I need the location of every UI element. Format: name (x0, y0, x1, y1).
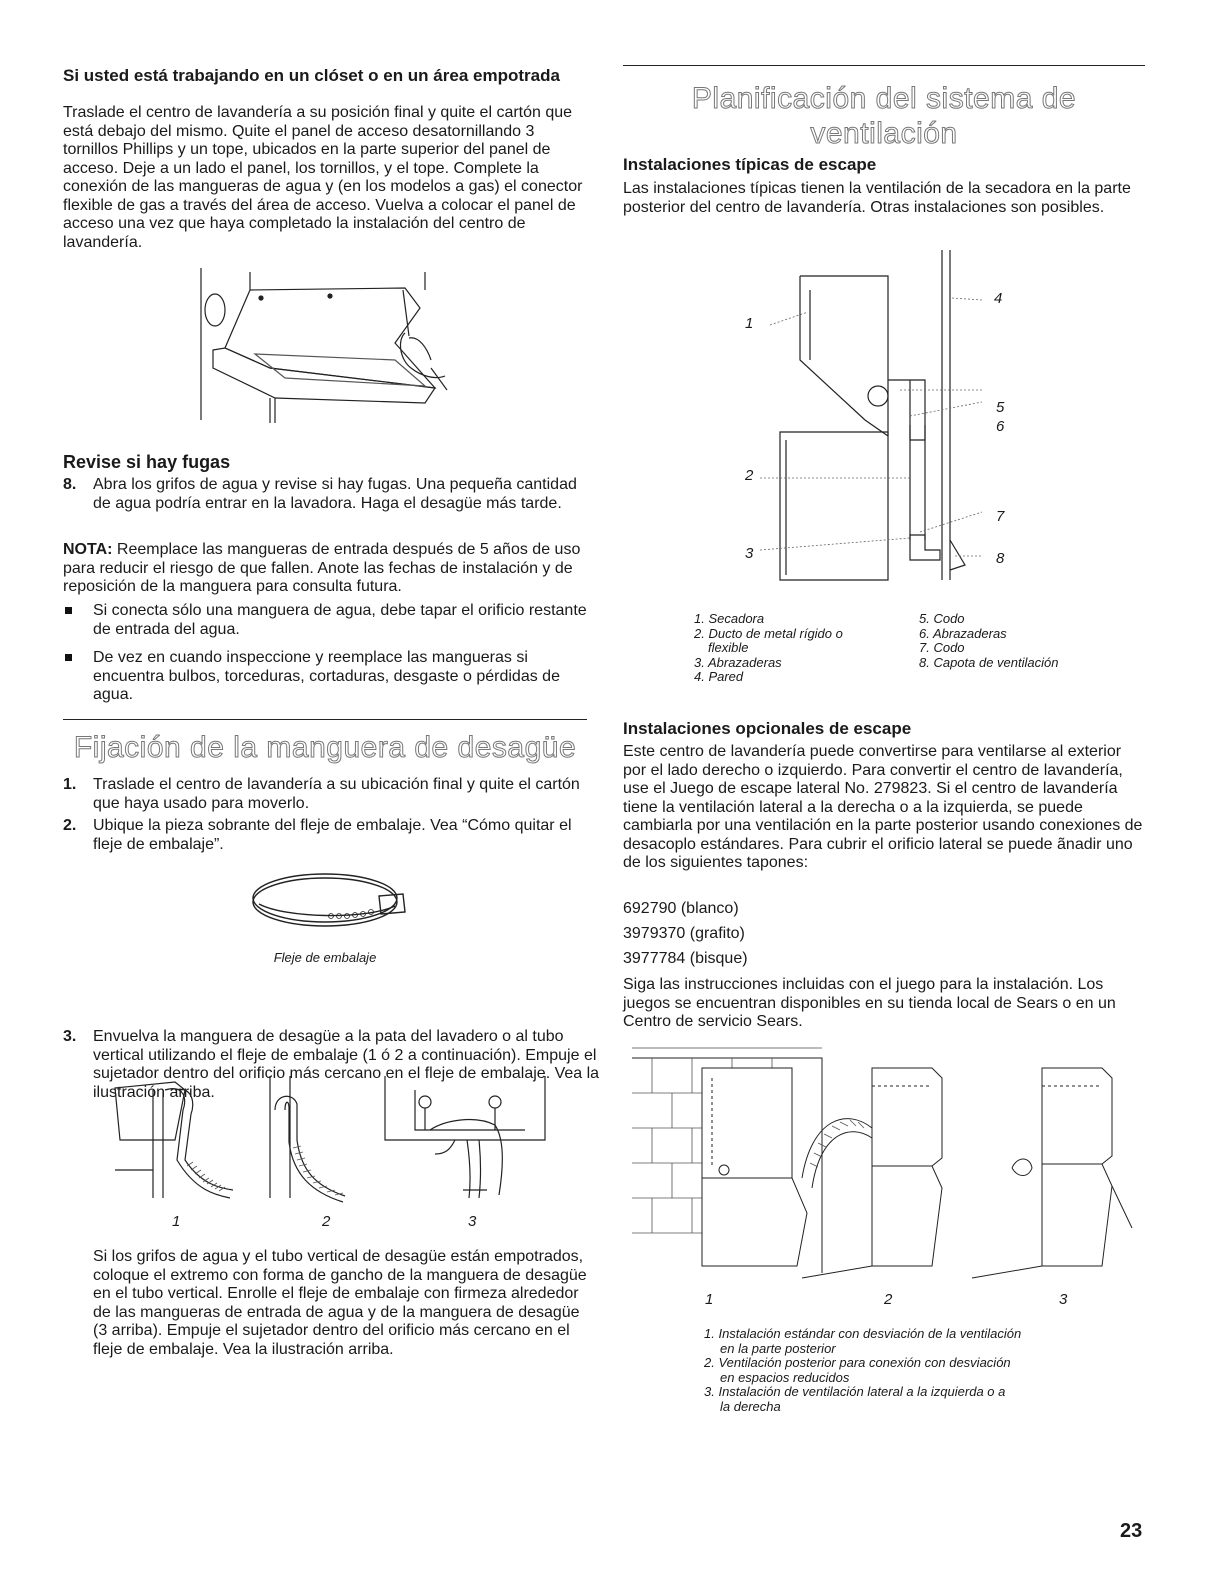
vent-callout-1: 1 (745, 315, 754, 332)
vent-title-line1: Planificación del sistema de (691, 82, 1077, 115)
list-item: De vez en cuando inspeccione y reemplace las mangueras si encuentra bulbos, torceduras, cortaduras, desgaste o pérdidas de agua. (63, 649, 587, 705)
plug-item: 3977784 (bisque) (623, 950, 748, 967)
step-number: 8. (63, 476, 77, 493)
closet-heading: Si usted está trabajando en un clóset o en un área empotrada (63, 66, 560, 85)
vent-callout-8: 8 (996, 550, 1005, 567)
leaks-step-8 (63, 476, 589, 513)
plug-item: 692790 (blanco) (623, 900, 739, 917)
install-fig-label-2: 2 (884, 1291, 893, 1308)
drain-fig-label-3: 3 (468, 1213, 477, 1230)
optional-installations-illustration (632, 1038, 1132, 1278)
page-number: 23 (1120, 1520, 1143, 1542)
drain-fig-label-1: 1 (172, 1213, 181, 1230)
install-fig-label-3: 3 (1059, 1291, 1068, 1308)
nota-label: NOTA: (63, 541, 113, 558)
list-item: 2. Ubique la pieza sobrante del fleje de embalaje. Vea “Cómo quitar el fleje de embalaje”. (63, 817, 572, 853)
vent-legend-left: 1. Secadora 2. Ducto de metal rígido o flexible 3. Abrazaderas 4. Pared (694, 611, 843, 684)
closet-paragraph: Traslade el centro de lavandería a su posición final y quite el cartón que está debajo del mismo. Quite el panel de acceso desatornillando 3 tornillos Phillips y un tope, ubicados en la parte superior del panel de acceso. Deje a un lado el panel, los tornillos, y el tope. Complete la conexión de las mangueras de agua y (en los modelos a gas) el conector flexible de gas a través del área de acceso. Vuelva a colocar el panel de acceso una vez que haya completado la instalación del centro de lavandería. (63, 104, 583, 251)
section-divider (63, 719, 587, 720)
nota-text: Reemplace las mangueras de entrada después de 5 años de uso para reducir el riesgo de que fallen. Anote las fechas de instalación y de reposición de la manguera para consulta futura. (63, 541, 581, 595)
vent-callout-4: 4 (994, 290, 1003, 307)
hose-bullet-list (63, 602, 587, 715)
list-item: Si conecta sólo una manguera de agua, debe tapar el orificio restante de entrada del agua. (63, 602, 587, 639)
packing-strap-illustration (245, 868, 415, 938)
typical-paragraph: Las instalaciones típicas tienen la ventilación de la secadora en la parte posterior del centro de lavandería. Otras instalaciones son posibles. (623, 180, 1131, 216)
vent-callout-5: 5 (996, 399, 1005, 416)
vent-callout-3: 3 (745, 545, 754, 562)
bullet-icon (65, 607, 72, 614)
access-panel-illustration (195, 268, 465, 428)
vent-legend-right: 5. Codo 6. Abrazaderas 7. Codo 8. Capota de ventilación (919, 611, 1059, 670)
drain-hose-illustrations (115, 1070, 550, 1210)
optional-heading: Instalaciones opcionales de escape (623, 719, 912, 738)
install-captions: 1. Instalación estándar con desviación de la ventilación en la parte posterior 2. Ventilación posterior para conexión con desviación en espacios reducidos 3. Instalación de ventilación lateral a la izquierda o a la derecha (704, 1326, 1022, 1414)
typical-heading: Instalaciones típicas de escape (623, 155, 877, 174)
vent-callout-7: 7 (996, 508, 1005, 525)
leaks-heading: Revise si hay fugas (63, 452, 231, 472)
drain-step-3: 3. Envuelva la manguera de desagüe a la pata del lavadero o al tubo vertical utilizando el fleje de embalaje (1 ó 2 a continuación). Empuje el sujetador dentro del orificio más cercano en el fleje de embalaje. Vea la ilustración arriba. (63, 1028, 600, 1101)
optional-paragraph: Este centro de lavandería puede convertirse para ventilarse al exterior por el lado derecho o izquierdo. Para convertir el centro de lavandería, use el Juego de escape lateral No. 279823. Si el centro de lavandería tiene la ventilación lateral a la derecha o a la izquierda, se puede cambiarla por una ventilación en la parte posterior usando conexiones de desacoplo estándares. Para cubrir el orificio lateral se puede ãnadir uno de los siguientes tapones: (623, 743, 1143, 871)
section-divider (623, 65, 1145, 66)
drain-after-paragraph: Si los grifos de agua y el tubo vertical de desagüe están empotrados, coloque el extremo con forma de gancho de la manguera de desagüe en el tubo vertical. Enrolle el fleje de embalaje con firmeza alrededor de las mangueras de entrada de agua y de la manguera de desagüe (3 arriba). Empuje el sujetador dentro del orificio más cercano en el fleje de embalaje. Vea la ilustración arriba. (93, 1248, 587, 1358)
nota-paragraph (63, 541, 587, 597)
kit-paragraph: Siga las instrucciones incluidas con el juego para la instalación. Los juegos se encuentran disponibles en su tienda local de Sears o en un Centro de servicio Sears. (623, 976, 1116, 1030)
drain-hose-title: Fijación de la manguera de desagüe (73, 731, 577, 764)
list-item: 1. Traslade el centro de lavandería a su ubicación final y quite el cartón que haya usado para moverlo. (63, 776, 580, 812)
step-text: Abra los grifos de agua y revise si hay fugas. Una pequeña cantidad de agua podría entrar en la lavadora. Haga el desagüe más tarde. (93, 476, 577, 512)
typical-vent-diagram (760, 250, 980, 590)
plug-item: 3979370 (grafito) (623, 925, 745, 942)
install-fig-label-1: 1 (705, 1291, 714, 1308)
vent-callout-2: 2 (745, 467, 754, 484)
drain-fig-label-2: 2 (322, 1213, 331, 1230)
strap-caption: Fleje de embalaje (273, 950, 377, 965)
vent-title-line2: ventilación (810, 117, 958, 150)
drain-steps (63, 776, 587, 858)
vent-callout-6: 6 (996, 418, 1005, 435)
bullet-icon (65, 654, 72, 661)
